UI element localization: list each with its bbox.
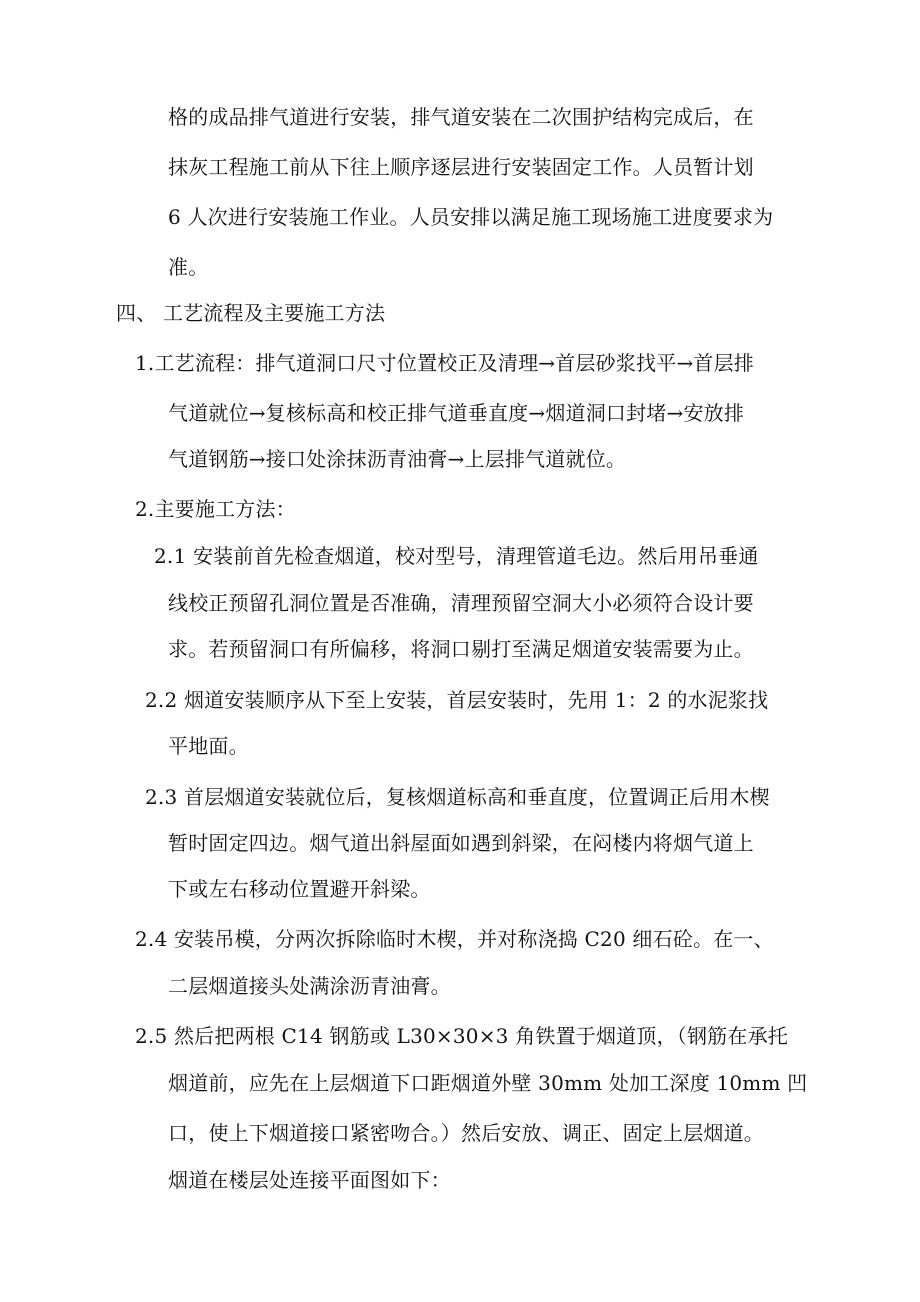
- item-2-heading: 2.主要施工方法：: [135, 497, 296, 521]
- item-1-line-1: 1.工艺流程：排气道洞口尺寸位置校正及清理→首层砂浆找平→首层排: [135, 351, 754, 375]
- sub-2-5-line-3: 口，使上下烟道接口紧密吻合。）然后安放、调正、固定上层烟道。: [168, 1121, 764, 1145]
- sub-2-2-line-1: 2.2 烟道安装顺序从下至上安装，首层安装时，先用 1：2 的水泥浆找: [145, 688, 769, 712]
- sub-2-5-line-2: 烟道前，应先在上层烟道下口距烟道外壁 30mm 处加工深度 10mm 凹: [168, 1071, 808, 1095]
- sub-2-3-line-1: 2.3 首层烟道安装就位后，复核烟道标高和垂直度，位置调正后用木楔: [145, 785, 770, 809]
- sub-2-4-line-1: 2.4 安装吊模，分两次拆除临时木楔，并对称浇捣 C20 细石砼。在一、: [135, 927, 774, 951]
- intro-line-4: 准。: [168, 255, 209, 279]
- intro-line-1: 格的成品排气道进行安装，排气道安装在二次围护结构完成后，在: [168, 105, 754, 129]
- intro-line-2: 抹灰工程施工前从下往上顺序逐层进行安装固定工作。人员暂计划: [168, 155, 754, 179]
- item-1-line-3: 气道钢筋→接口处涂抹沥青油膏→上层排气道就位。: [168, 447, 627, 471]
- sub-2-1-line-1: 2.1 安装前首先检查烟道，校对型号，清理管道毛边。然后用吊垂通: [154, 544, 759, 568]
- sub-2-5-line-1: 2.5 然后把两根 C14 钢筋或 L30×30×3 角铁置于烟道顶，（钢筋在承托: [135, 1024, 788, 1048]
- sub-2-3-line-3: 下或左右移动位置避开斜梁。: [168, 877, 431, 901]
- sub-2-4-line-2: 二层烟道接头处满涂沥青油膏。: [168, 974, 451, 998]
- intro-line-3: 6 人次进行安装施工作业。人员安排以满足施工现场施工进度要求为: [168, 205, 774, 229]
- item-1-line-2: 气道就位→复核标高和校正排气道垂直度→烟道洞口封堵→安放排: [168, 401, 745, 425]
- sub-2-2-line-2: 平地面。: [168, 734, 249, 758]
- sub-2-5-line-4: 烟道在楼层处连接平面图如下：: [168, 1168, 451, 1192]
- sub-2-1-line-2: 线校正预留孔洞位置是否准确，清理预留空洞大小必须符合设计要: [168, 591, 754, 615]
- sub-2-1-line-3: 求。若预留洞口有所偏移，将洞口剔打至满足烟道安装需要为止。: [168, 637, 754, 661]
- sub-2-3-line-2: 暂时固定四边。烟气道出斜屋面如遇到斜梁，在闷楼内将烟气道上: [168, 831, 754, 855]
- section-four-heading: 四、 工艺流程及主要施工方法: [116, 301, 386, 325]
